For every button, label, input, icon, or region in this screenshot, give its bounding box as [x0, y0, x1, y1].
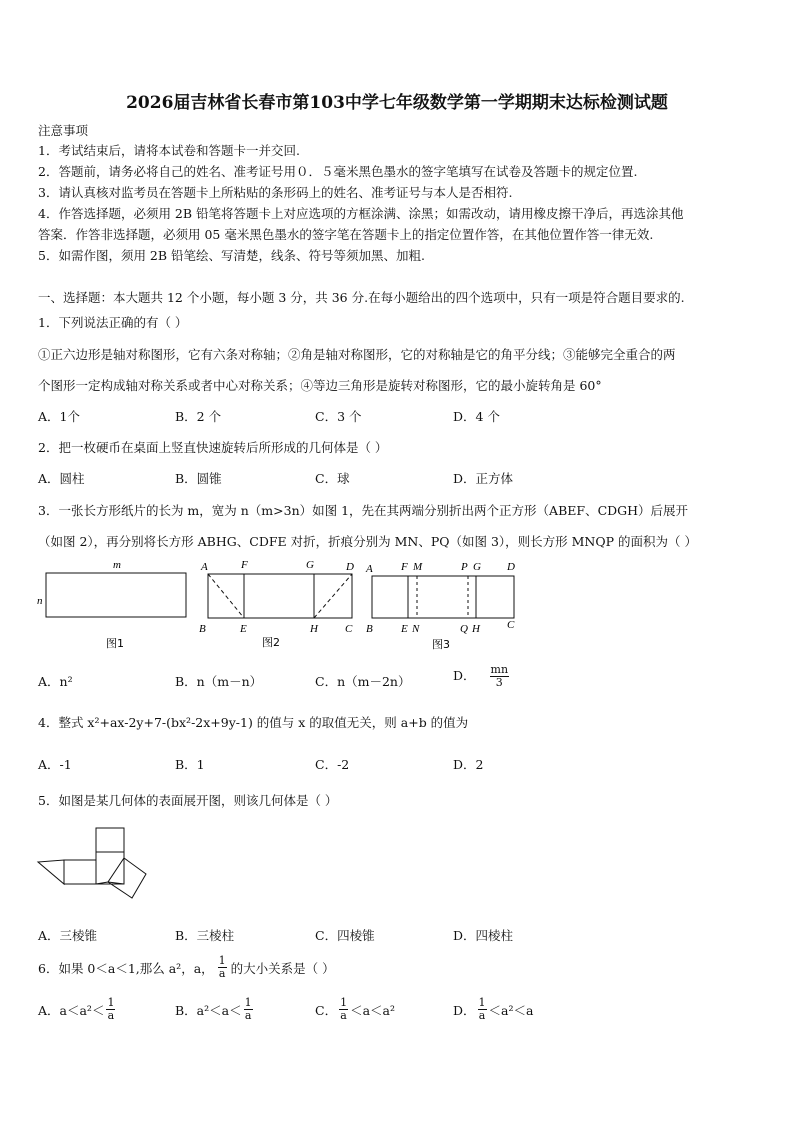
q4-option-a: A．-1 [38, 757, 72, 772]
fig2-caption: 图2 [262, 636, 280, 649]
q6-option-b-fraction [244, 997, 253, 1022]
q1-option-c: C．3 个 [315, 409, 362, 424]
fig2-label-d: D [346, 561, 354, 573]
fraction-denominator: 3 [495, 676, 503, 689]
q3-line1: 3．一张长方形纸片的长为 m，宽为 n（m>3n）如图 1，先在其两端分别折出两个正方形（ABEF、CDGH）后展开 [38, 503, 689, 518]
q2-option-b: B．圆锥 [175, 471, 222, 486]
q6-stem-fraction [218, 955, 227, 980]
q2-option-c: C．球 [315, 471, 350, 486]
q3-figure-3 [362, 558, 524, 658]
fig3-label-h: H [472, 623, 480, 635]
q5-option-d: D．四棱柱 [453, 928, 514, 943]
q3-option-c: C．n（m－2n） [315, 674, 411, 689]
q6-stem [38, 955, 335, 980]
fig3-label-g: G [473, 561, 481, 573]
fig2-label-h: H [310, 623, 318, 635]
net-face [64, 860, 96, 884]
q5-stem: 5．如图是某几何体的表面展开图，则该几何体是（ ） [38, 793, 338, 808]
q6-option-d-text: ＜a²＜a [488, 1002, 534, 1018]
fig2-fold-ae [208, 574, 244, 618]
q6-option-c-fraction [339, 997, 348, 1022]
q6-option-b-text: B．a²＜a＜ [175, 1002, 242, 1018]
q3-option-d [453, 664, 509, 689]
q3-option-a: A．n² [38, 674, 73, 689]
q1-option-b: B．2 个 [175, 409, 222, 424]
fig1-rectangle [46, 573, 186, 617]
fig3-label-n: N [412, 623, 420, 635]
q1-stem: 1．下列说法正确的有（ ） [38, 315, 188, 330]
fraction-denominator: a [478, 1009, 486, 1022]
q6-option-c-text: ＜a＜a² [350, 1002, 395, 1018]
q3-figure-1 [36, 558, 196, 653]
note-item: 1．考试结束后，请将本试卷和答题卡一并交回. [38, 143, 300, 158]
fraction-numerator: 1 [218, 954, 226, 967]
fraction-denominator: a [244, 1009, 252, 1022]
page-title: 2026届吉林省长春市第103中学七年级数学第一学期期末达标检测试题 [126, 93, 668, 113]
q2-option-a: A．圆柱 [38, 471, 85, 486]
q2-option-d: D．正方体 [453, 471, 514, 486]
q1-line2: 个图形一定构成轴对称关系或者中心对称关系；④等边三角形是旋转对称图形，它的最小旋转角是 60° [38, 378, 602, 393]
fig2-label-b: B [199, 623, 206, 635]
q3-option-b: B．n（m－n） [175, 674, 263, 689]
fig3-label-a: A [366, 563, 373, 575]
net-face [108, 858, 146, 898]
q3-figure-2 [196, 558, 361, 658]
q6-option-a [38, 997, 115, 1022]
section-heading: 一、选择题：本大题共 12 个小题，每小题 3 分，共 36 分.在每小题给出的四个选项中，只有一项是符合题目要求的. [38, 290, 685, 305]
fig3-label-e: E [401, 623, 408, 635]
fig2-label-f: F [241, 559, 248, 571]
fraction-numerator: mn [490, 663, 509, 676]
net-face-triangle [38, 860, 64, 884]
q6-option-a-fraction [106, 997, 115, 1022]
q6-option-d [453, 997, 533, 1022]
q4-stem: 4．整式 x²+ax-2y+7-(bx²-2x+9y-1) 的值与 x 的取值无关，则 a+b 的值为 [38, 715, 469, 730]
fraction-numerator: 1 [244, 996, 252, 1009]
q5-option-a: A．三棱锥 [38, 928, 98, 943]
q5-option-c: C．四棱锥 [315, 928, 375, 943]
fig1-caption: 图1 [106, 637, 124, 650]
fraction-numerator: 1 [107, 996, 115, 1009]
q6-option-c-label: C． [315, 1002, 338, 1018]
q6-option-b [175, 997, 253, 1022]
q4-option-c: C．-2 [315, 757, 350, 772]
fig3-label-m: M [413, 561, 423, 573]
fraction-denominator: a [218, 967, 226, 980]
fig2-rectangle [208, 574, 352, 618]
q1-option-d: D．4 个 [453, 409, 500, 424]
fraction-denominator: a [107, 1009, 115, 1022]
fig2-fold-hd [314, 574, 352, 618]
net-face [96, 828, 124, 852]
q4-option-d: D．2 [453, 757, 484, 772]
q6-stem-start: 6．如果 0＜a＜1,那么 a²，a， [38, 960, 214, 976]
fraction-numerator: 1 [340, 996, 348, 1009]
q3-option-d-label: D． [453, 668, 476, 683]
q1-line1: ①正六边形是轴对称图形，它有六条对称轴；②角是轴对称图形，它的对称轴是它的角平分线；③能够完全重合的两 [38, 347, 676, 362]
fig2-label-g: G [306, 559, 314, 571]
fig1-label-n: n [37, 595, 43, 607]
note-item: 2．答题前，请务必将自己的姓名、准考证号用０．５毫米黑色墨水的签字笔填写在试卷及答题卡的规定位置. [38, 164, 638, 179]
q4-option-b: B．1 [175, 757, 205, 772]
q1-option-a: A．1个 [38, 409, 80, 424]
q6-option-c [315, 997, 395, 1022]
fig3-label-b: B [366, 623, 373, 635]
fig1-label-m: m [113, 559, 121, 571]
q3-line2: （如图 2），再分别将长方形 ABHG、CDFE 对折，折痕分别为 MN、PQ（如图 3），则长方形 MNQP 的面积为（ ） [38, 534, 697, 549]
q6-option-d-fraction [478, 997, 487, 1022]
fig3-caption: 图3 [432, 638, 450, 651]
fig3-rectangle [372, 576, 514, 618]
note-item: 5．如需作图，须用 2B 铅笔绘、写清楚，线条、符号等须加黑、加粗. [38, 248, 426, 263]
q5-option-b: B．三棱柱 [175, 928, 235, 943]
fig2-label-c: C [345, 623, 353, 635]
fig2-label-e: E [240, 623, 247, 635]
fig2-label-a: A [201, 561, 208, 573]
fraction-denominator: a [340, 1009, 347, 1022]
fig3-label-p: P [461, 561, 468, 573]
q3-option-d-fraction [490, 664, 510, 689]
fig3-label-d: D [507, 561, 515, 573]
note-item: 答案．作答非选择题，必须用 05 毫米黑色墨水的签字笔在答题卡上的指定位置作答，在其他位置作答一律无效. [38, 227, 654, 242]
q6-stem-end: 的大小关系是（ ） [230, 960, 335, 976]
note-item: 4．作答选择题，必须用 2B 铅笔将答题卡上对应选项的方框涂满、涂黑；如需改动，请用橡皮擦干净后，再选涂其他 [38, 206, 684, 221]
q2-stem: 2．把一枚硬币在桌面上竖直快速旋转后所形成的几何体是（ ） [38, 440, 388, 455]
fig3-label-c: C [507, 619, 515, 631]
fig3-label-q: Q [460, 623, 468, 635]
q6-option-a-text: A．a＜a²＜ [38, 1002, 105, 1018]
q6-option-d-label: D． [453, 1002, 476, 1018]
note-item: 3．请认真核对监考员在答题卡上所粘贴的条形码上的姓名、准考证号与本人是否相符. [38, 185, 513, 200]
notes-heading: 注意事项 [38, 123, 89, 138]
fraction-numerator: 1 [478, 996, 486, 1009]
q5-net-figure [36, 822, 151, 917]
fig3-label-f: F [401, 561, 408, 573]
